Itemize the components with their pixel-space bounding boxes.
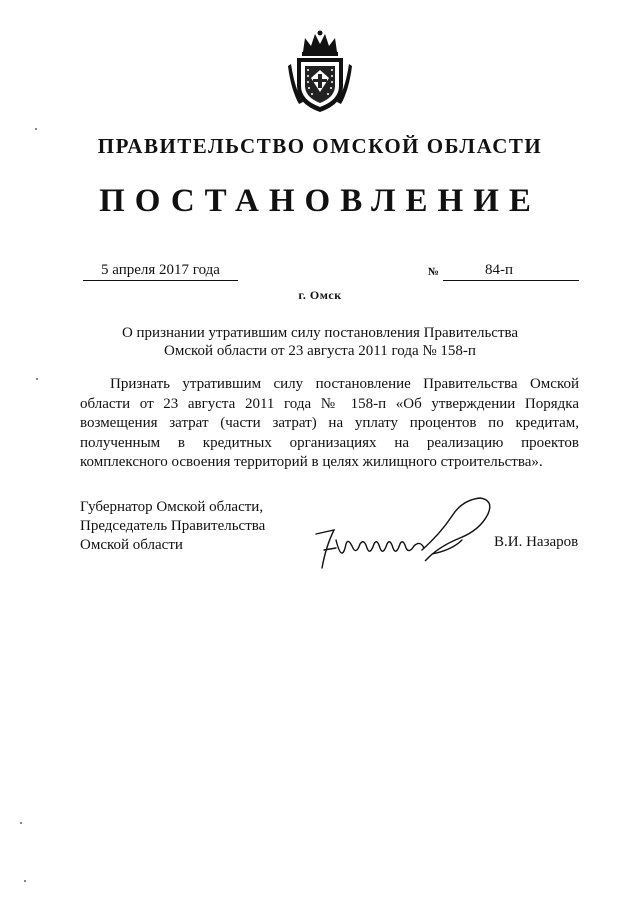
- subject-line: Омской области от 23 августа 2011 года № 158-п: [164, 343, 476, 359]
- body-line: полученным в кредитных организациях на реализацию проектов: [80, 434, 579, 451]
- scan-speck: [20, 822, 22, 824]
- organization-title: ПРАВИТЕЛЬСТВО ОМСКОЙ ОБЛАСТИ: [97, 134, 543, 158]
- subject-line: О признании утратившим силу постановления Правительства: [121, 325, 519, 341]
- scan-speck: [24, 880, 26, 882]
- signatory-position: [80, 498, 265, 555]
- document-type-heading: ПОСТАНОВЛЕНИЕ: [99, 183, 541, 219]
- document-number: 84-п: [485, 262, 514, 278]
- body-line: возмещения затрат (части затрат) на уплату процентов по кредитам,: [80, 415, 579, 431]
- document-subject: [60, 324, 580, 360]
- position-line: Омской области: [80, 537, 183, 553]
- body-line: Признать утратившим силу постановление Правительства Омской: [110, 376, 579, 392]
- scan-speck: [35, 128, 37, 130]
- number-sign: №: [428, 266, 440, 278]
- body-line: комплексного освоения территорий в целях жилищного строительства».: [80, 454, 543, 470]
- signer-name: В.И. Назаров: [494, 534, 579, 550]
- handwritten-signature: [312, 494, 498, 580]
- document-number-field: [443, 262, 579, 281]
- position-line: Губернатор Омской области,: [80, 499, 264, 515]
- scan-speck: [36, 378, 38, 380]
- document-date: 5 апреля 2017 года: [83, 262, 238, 281]
- position-line: Председатель Правительства: [80, 518, 266, 534]
- body-line: области от 23 августа 2011 года № 158-п «Об утверждении Порядка: [80, 395, 579, 412]
- document-body: [80, 375, 579, 473]
- omsk-coat-of-arms-icon: [285, 30, 355, 114]
- city-label: г. Омск: [298, 288, 342, 302]
